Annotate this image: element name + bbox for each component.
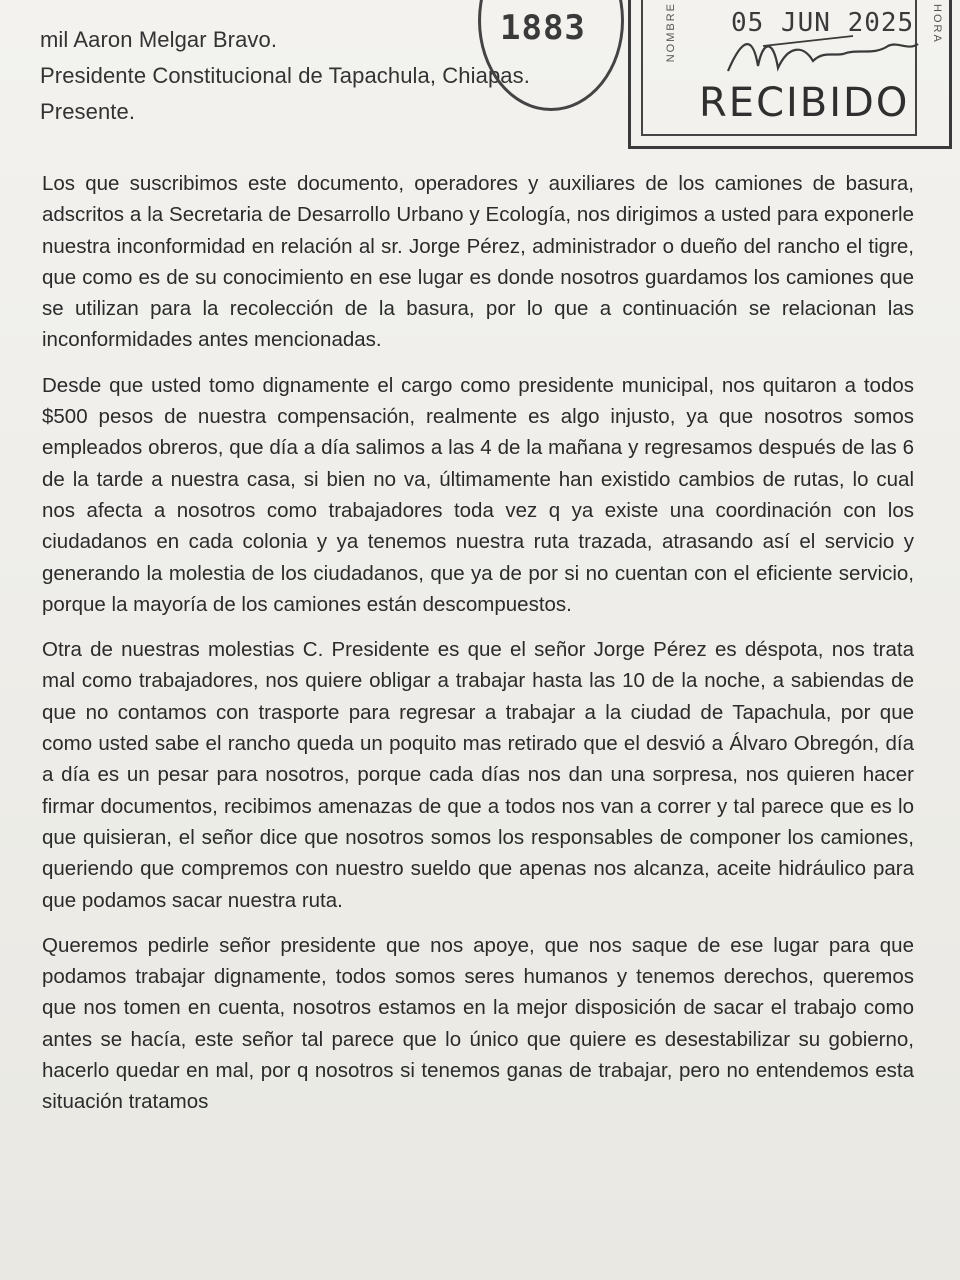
folio-number: 1883 xyxy=(500,8,586,48)
stamp-time-label: HORA xyxy=(931,4,943,44)
letter-body xyxy=(42,168,914,1130)
paragraph-3: Otra de nuestras molestias C. Presidente es que el señor Jorge Pérez es déspota, nos trata mal como trabajadores, nos quiere obligar a trabajar hasta las 10 de la noche, a sabiendas de que no contamos con trasporte para regresar a trabajar a la ciudad de Tapachula, por que como usted sabe el rancho queda un poquito mas retirado que el desvió a Álvaro Obregón, día a día es un pesar para nosotros, porque cada días nos dan una sorpresa, nos quieren hacer firmar documentos, recibimos amenazas de que a todos nos van a correr y tal parece que es lo que quisieran, el señor dice que nosotros somos los responsables de componer los camiones, queriendo que compremos con nuestro sueldo que apenas nos alcanza, aceite hidráulico para que podamos sacar nuestra ruta. xyxy=(42,638,914,912)
handwritten-signature xyxy=(723,26,923,86)
received-stamp xyxy=(628,0,952,149)
addressee-title: Presidente Constitucional de Tapachula, Chiapas. xyxy=(40,63,530,88)
received-stamp-inner xyxy=(641,0,917,136)
received-label: RECIBIDO xyxy=(699,80,910,126)
stamp-date: 05 JUN 2025 xyxy=(731,8,915,38)
stamp-name-label: NOMBRE xyxy=(665,2,677,63)
paragraph-1: Los que suscribimos este documento, operadores y auxiliares de los camiones de basura, adscritos a la Secretaria de Desarrollo Urbano y Ecología, nos dirigimos a usted para exponerle nuestra inconformidad en relación al sr. Jorge Pérez, administrador o dueño del rancho el tigre, que como es de su conocimiento en ese lugar es donde nosotros guardamos los camiones que se utilizan para la recolección de la basura, por lo que a continuación se relacionan las inconformidades antes mencionadas. xyxy=(42,172,914,352)
paragraph-4: Queremos pedirle señor presidente que nos apoye, que nos saque de ese lugar para que podamos trabajar dignamente, todos somos seres humanos y tenemos derechos, queremos que nos tomen en cuenta, nosotros estamos en la mejor disposición de sacar el trabajo como antes se hacía, este señor tal parece que lo único que quiere es desestabilizar su gobierno, hacerlo quedar en mal, por q nosotros si tenemos ganas de trabajar, pero no entendemos esta situación tratamos xyxy=(42,933,914,1114)
addressee-name: mil Aaron Melgar Bravo. xyxy=(40,27,278,52)
greeting: Presente. xyxy=(40,99,136,124)
paragraph-2: Desde que usted tomo dignamente el cargo como presidente municipal, nos quitaron a todos $500 pesos de nuestra compensación, realmente es algo injusto, ya que nosotros somos empleados obreros, que día a día salimos a las 4 de la mañana y regresamos después de las 6 de la tarde a nuestra casa, si bien no va, últimamente han existido cambios de rutas, lo cual nos afecta a nosotros como trabajadores toda vez q ya existe una coordinación con los ciudadanos en cada colonia y ya tenemos nuestra ruta trazada, atrasando así el servicio y generando la molestia de los ciudadanos, que ya de por si no cuentan con el eficiente servicio, porque la mayoría de los camiones están descompuestos. xyxy=(42,373,914,616)
